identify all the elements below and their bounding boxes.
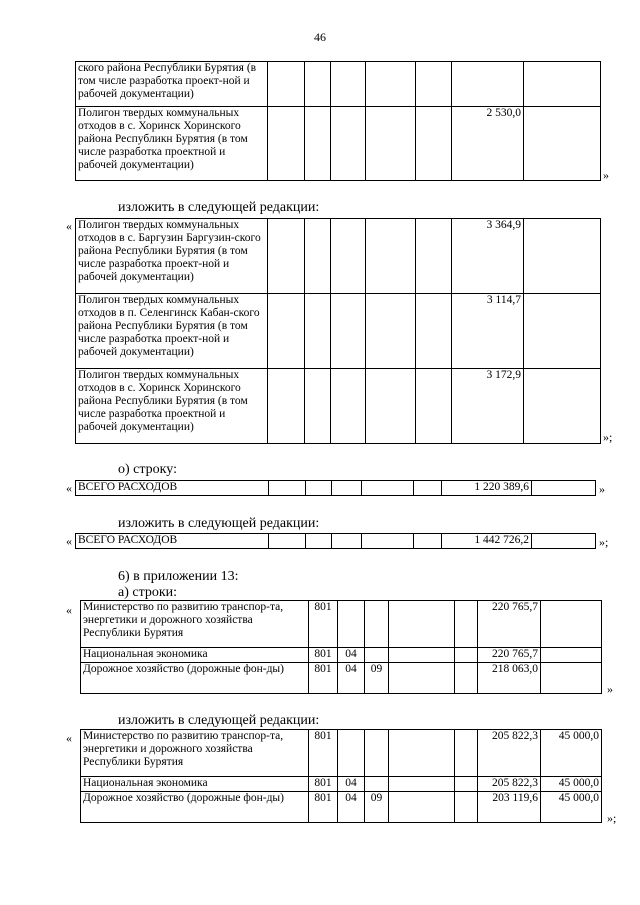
table-cell-value: 205 822,3: [478, 730, 541, 777]
table-cell-code: 801: [309, 730, 338, 777]
table-cell-value2: [541, 601, 602, 648]
table-cell-value: 205 822,3: [478, 777, 541, 792]
open-quote: «: [66, 481, 72, 495]
table-cell-value: 218 063,0: [478, 663, 541, 694]
heading-edit-2: изложить в следующей редакции:: [118, 516, 320, 531]
table-cell-value: 3 364,9: [452, 219, 524, 294]
table-cell-name: Полигон твердых коммунальных отходов в с. Баргузин Баргузин-ского района Республики Бурятия (в том числе разработка проект-ной и рабочей документации): [76, 219, 268, 294]
table-cell-code: [365, 648, 389, 663]
close-quote: »;: [607, 811, 617, 825]
table-section1: [75, 61, 601, 181]
table-cell-name: Полигон твердых коммунальных отходов в с. Хоринск Хоринского района Республикн Бурятия (в том числе разработка проектной и рабочей документации): [76, 107, 268, 181]
open-quote: «: [66, 731, 72, 745]
total-label: ВСЕГО РАСХОДОВ: [76, 534, 269, 549]
table-cell-code: 04: [338, 663, 365, 694]
table-cell-value: 3 114,7: [452, 294, 524, 369]
table-section3: [80, 600, 602, 694]
heading-rows-a: а) строки:: [118, 585, 178, 600]
open-quote: «: [66, 603, 72, 617]
close-quote: »: [599, 482, 605, 496]
table-cell-code: 801: [309, 663, 338, 694]
table-cell-code: 09: [365, 792, 389, 823]
open-quote: «: [66, 219, 72, 233]
table-cell-name: Национальная экономика: [81, 648, 309, 663]
table-cell-name: Полигон твердых коммунальных отходов в с. Хоринск Хоринского района Республики Бурятия (в том числе разработка проектной и рабочей документации): [76, 369, 268, 444]
table-cell-value2: [541, 648, 602, 663]
heading-row-o: о) строку:: [118, 462, 177, 477]
table-cell-code: 801: [309, 777, 338, 792]
table-cell-value2: [541, 663, 602, 694]
table-cell-code: [365, 777, 389, 792]
close-quote: »: [603, 168, 609, 182]
table-cell-code: 09: [365, 663, 389, 694]
page-number: 46: [314, 30, 326, 44]
table-section2: [75, 218, 601, 444]
close-quote: »;: [603, 430, 613, 444]
table-cell-value2: 45 000,0: [541, 777, 602, 792]
table-cell-value: 220 765,7: [478, 601, 541, 648]
table-cell-value: 2 530,0: [452, 107, 524, 181]
table-cell-code: 801: [309, 601, 338, 648]
table-total-old: [75, 480, 596, 496]
table-cell-name: Дорожное хозяйство (дорожные фон-ды): [81, 792, 309, 823]
table-cell-name: ского района Республики Бурятия (в том числе разработка проект-ной и рабочей документации): [76, 62, 268, 107]
table-cell-value2: 45 000,0: [541, 792, 602, 823]
table-cell-name: Дорожное хозяйство (дорожные фон-ды): [81, 663, 309, 694]
heading-edit-1: изложить в следующей редакции:: [118, 200, 320, 215]
table-cell-value: 220 765,7: [478, 648, 541, 663]
close-quote: »: [607, 682, 613, 696]
table-cell-value: [452, 62, 524, 107]
table-cell-code: 04: [338, 792, 365, 823]
open-quote: «: [66, 534, 72, 548]
table-cell-code: [338, 601, 365, 648]
table-cell-name: Национальная экономика: [81, 777, 309, 792]
close-quote: »;: [599, 535, 609, 549]
total-value: 1 442 726,2: [442, 534, 532, 549]
total-label: ВСЕГО РАСХОДОВ: [76, 481, 269, 496]
table-cell-code: 801: [309, 648, 338, 663]
table-cell-name: Министерство по развитию транспор-та, энергетики и дорожного хозяйства Республики Бурятия: [81, 730, 309, 777]
table-cell-value: 203 119,6: [478, 792, 541, 823]
table-cell-code: [365, 730, 389, 777]
table-cell-name: Министерство по развитию транспор-та, энергетики и дорожного хозяйства Республики Бурятия: [81, 601, 309, 648]
heading-edit-3: изложить в следующей редакции:: [118, 713, 320, 728]
table-section4: [80, 729, 602, 823]
table-cell-value2: 45 000,0: [541, 730, 602, 777]
total-value: 1 220 389,6: [442, 481, 532, 496]
heading-appendix-13: 6) в приложении 13:: [118, 569, 239, 584]
table-total-new: [75, 533, 596, 549]
table-cell-code: 801: [309, 792, 338, 823]
table-cell-value: 3 172,9: [452, 369, 524, 444]
table-cell-code: 04: [338, 777, 365, 792]
table-cell-code: [365, 601, 389, 648]
table-cell-name: Полигон твердых коммунальных отходов в п. Селенгинск Кабан-ского района Республики Бурятия (в том числе разработка проект-ной и рабочей документации): [76, 294, 268, 369]
table-cell-code: [338, 730, 365, 777]
table-cell-code: 04: [338, 648, 365, 663]
